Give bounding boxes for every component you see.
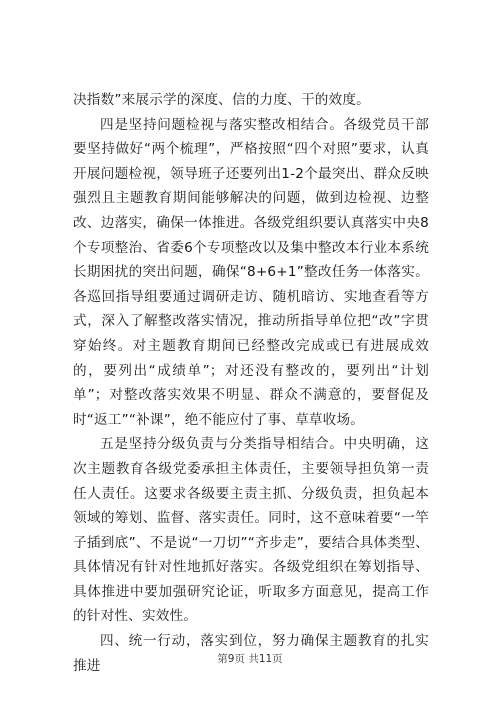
section-heading-four: 四、统一行动，落实到位，努力确保主题教育的扎实推进 xyxy=(73,633,429,674)
paragraph-point-five: 五是坚持分级负责与分类指导相结合。中央明确，这次主题教育各级党委承担主体责任，主要领导担负第一责任人责任。这要求各级要主责主抓、分级负责，担负起本领域的筹划、监督、落实责任。同时，这不意味着要“一竿子插到底”、不是说“一刀切”“齐步走”，要结合具体类型、具体情况有针对性地抓好落实。各级党组织在筹划指导、具体推进中要加强研究论证，听取多方面意见，提高工作的针对性、实效性。 xyxy=(73,436,429,625)
page-footer: 第9页 共11页 xyxy=(217,653,283,665)
paragraph-continuation: 决指数”来展示学的深度、信的力度、干的效度。 xyxy=(73,92,370,108)
paragraph-point-four: 四是坚持问题检视与落实整改相结合。各级党员干部要坚持做好“两个梳理”，严格按照“四个对照”要求，认真开展问题检视，领导班子还要列出1-2个最突出、群众反映强烈且主题教育期间能够解决的问题，做到边检视、边整改、边落实，确保一体推进。各级党组织要认真落实中央8个专项整治、省委6个专项整改以及集中整改本行业本系统长期困扰的突出问题，确保“8+6+1”整改任务一体落实。各巡回指导组要通过调研走访、随机暗访、实地查看等方式，深入了解整改落实情况，推动所指导单位把“改”字贯穿始终。对主题教育期间已经整改完成或已有进展成效的，要列出“成绩单”；对还没有整改的，要列出“计划单”；对整改落实效果不明显、群众不满意的，要督促及时“返工”“补课”，绝不能应付了事、草草收场。 xyxy=(73,116,429,428)
document-body xyxy=(73,88,429,678)
